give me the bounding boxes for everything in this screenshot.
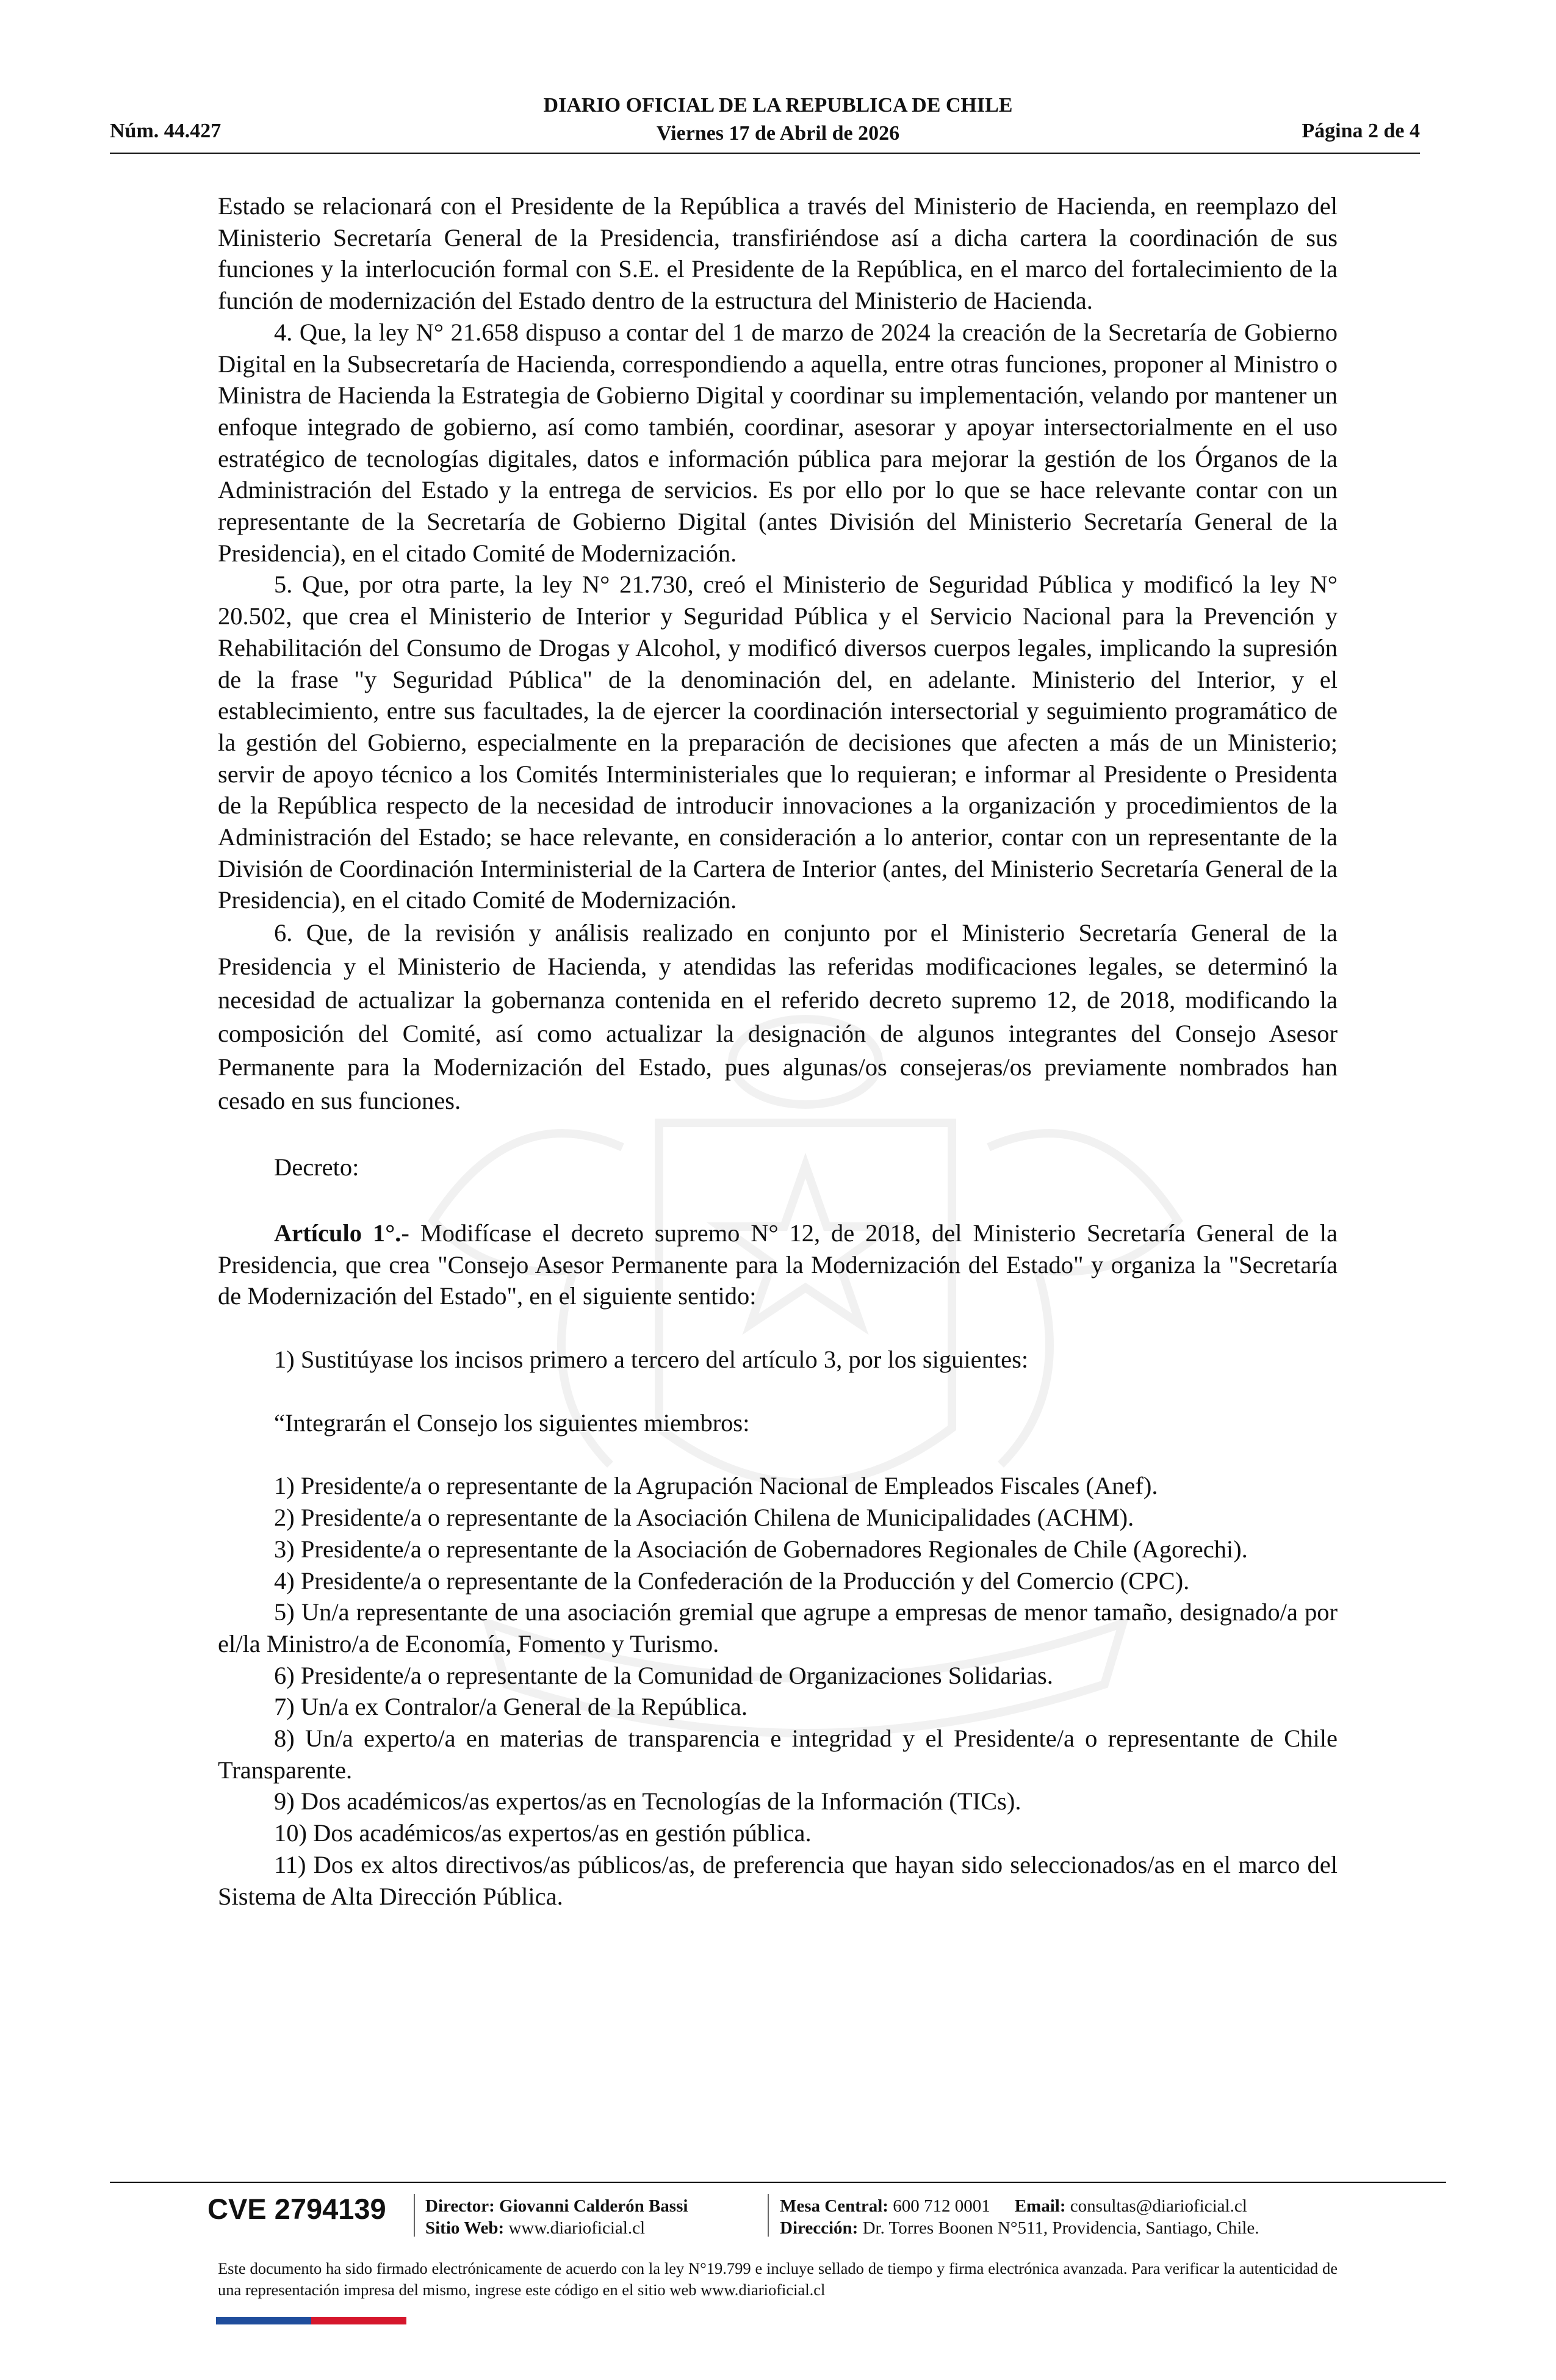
member-item: 10) Dos académicos/as expertos/as en gestión pública. (274, 1819, 812, 1847)
article-1-item-1: 1) Sustitúyase los incisos primero a tercero del artículo 3, por los siguientes: (274, 1345, 1029, 1373)
footer-separator (768, 2194, 769, 2237)
member-item: 6) Presidente/a o representante de la Comunidad de Organizaciones Solidarias. (274, 1661, 1053, 1689)
member-item: 2) Presidente/a o representante de la Asociación Chilena de Municipalidades (ACHM). (274, 1504, 1134, 1532)
member-item: 7) Un/a ex Contralor/a General de la República. (274, 1693, 747, 1721)
flag-red-segment (311, 2317, 406, 2324)
email-link[interactable]: consultas@diarioficial.cl (1070, 2196, 1247, 2216)
director-name: Giovanni Calderón Bassi (499, 2196, 688, 2216)
publication-title: DIARIO OFICIAL DE LA REPUBLICA DE CHILE (543, 94, 1013, 117)
address-value: Dr. Torres Boonen N°511, Providencia, Santiago, Chile. (862, 2218, 1259, 2238)
phone-label: Mesa Central: (780, 2196, 888, 2216)
member-item: 8) Un/a experto/a en materias de transparencia e integridad y el Presidente/a o representante de Chile Transparente. (218, 1725, 1338, 1784)
member-item: 9) Dos académicos/as expertos/as en Tecnologías de la Información (TICs). (274, 1787, 1021, 1816)
page-indicator: Página 2 de 4 (1302, 120, 1420, 142)
quote-intro: “Integrarán el Consejo los siguientes miembros: (274, 1408, 750, 1437)
issue-number: Núm. 44.427 (110, 120, 222, 142)
member-item: 4) Presidente/a o representante de la Confederación de la Producción y del Comercio (CPC). (274, 1567, 1190, 1595)
phone-value: 600 712 0001 (893, 2196, 990, 2216)
member-item: 11) Dos ex altos directivos/as públicos/as, de preferencia que hayan sido seleccionados/as en el marco del Sistema de Alta Dirección Pública. (218, 1850, 1338, 1910)
footer-divider (110, 2182, 1446, 2183)
member-item: 3) Presidente/a o representante de la Asociación de Gobernadores Regionales de Chile (Agorechi). (274, 1535, 1248, 1563)
footer-director-block (425, 2195, 688, 2239)
site-link[interactable]: www.diarioficial.cl (508, 2218, 646, 2238)
member-item: 1) Presidente/a o representante de la Agrupación Nacional de Empleados Fiscales (Anef). (274, 1472, 1158, 1500)
flag-stripe (216, 2317, 406, 2324)
member-item: 5) Un/a representante de una asociación gremial que agrupe a empresas de menor tamaño, designado/a por el/la Ministro/a de Economía, Fomento y Turismo. (218, 1598, 1338, 1657)
paragraph-4: 4. Que, la ley N° 21.658 dispuso a contar del 1 de marzo de 2024 la creación de la Secretaría de Gobierno Digital en la Subsecretaría de Hacienda, correspondiendo a aquella, entre otras funciones, proponer al Ministro o Ministra de Hacienda la Estrategia de Gobierno Digital y coordinar su implementación, velando por mantener un enfoque integrado de gobierno, así como también, coordinar, asesorar y apoyar intersectorialmente en el uso estratégico de tecnologías digitales, datos e información pública para mejorar la gestión de los Órganos de la Administración del Estado y la entrega de servicios. Es por ello por lo que se hace relevante contar con un representante de la Secretaría de Gobierno Digital (antes División del Ministerio Secretaría General de la Presidencia), en el citado Comité de Modernización. (218, 318, 1338, 567)
header-divider (110, 153, 1420, 154)
article-1 (218, 1217, 1338, 1312)
article-1-heading: Artículo 1°.- (274, 1219, 409, 1247)
paragraph-5: 5. Que, por otra parte, la ley N° 21.730, creó el Ministerio de Seguridad Pública y modificó la ley N° 20.502, que crea el Ministerio de Interior y Seguridad Pública y el Servicio Nacional para la Prevención y Rehabilitación del Consumo de Drogas y Alcohol, y modificó diversos cuerpos legales, implicando la supresión de la frase "y Seguridad Pública" de la denominación del, en adelante. Ministerio del Interior, y el establecimiento, entre sus facultades, la de ejercer la coordinación intersectorial y seguimiento programático de la gestión del Gobierno, especialmente en la preparación de decisiones que afecten a más de un Ministerio; servir de apoyo técnico a los Comités Interministeriales que lo requieran; e informar al Presidente o Presidenta de la República respecto de la necesidad de introducir innovaciones a la organización y procedimientos de la Administración del Estado; se hace relevante, en consideración a lo anterior, contar con un representante de la División de Coordinación Interministerial de la Cartera de Interior (antes, del Ministerio Secretaría General de la Presidencia), en el citado Comité de Modernización. (218, 571, 1338, 914)
paragraph-6: 6. Que, de la revisión y análisis realizado en conjunto por el Ministerio Secretaría General de la Presidencia y el Ministerio de Hacienda, y atendidas las referidas modificaciones legales, se determinó la necesidad de actualizar la gobernanza contenida en el referido decreto supremo 12, de 2018, modificando la composición del Comité, así como actualizar la designación de algunos integrantes del Consejo Asesor Permanente para la Modernización del Estado, pues algunas/os consejeras/os previamente nombrados han cesado en sus funciones. (218, 919, 1338, 1115)
address-label: Dirección: (780, 2218, 859, 2238)
site-label: Sitio Web: (425, 2218, 505, 2238)
flag-blue-segment (216, 2317, 311, 2324)
cve-code: CVE 2794139 (207, 2193, 386, 2225)
article-1-text: Modifícase el decreto supremo N° 12, de 2018, del Ministerio Secretaría General de la Presidencia, que crea "Consejo Asesor Permanente para la Modernización del Estado" y organiza la "Secretaría de Modernización del Estado", en el siguiente sentido: (218, 1219, 1338, 1310)
paragraph-continuation: Estado se relacionará con el Presidente de la República a través del Ministerio de Hacienda, en reemplazo del Ministerio Secretaría General de la Presidencia, transfiriéndose así a dicha cartera la coordinación de sus funciones y la interlocución formal con S.E. el Presidente de la República, en el marco del fortalecimiento de la función de modernización del Estado dentro de la estructura del Ministerio de Hacienda. (218, 192, 1338, 315)
signature-notice: Este documento ha sido firmado electrónicamente de acuerdo con la ley N°19.799 e incluye sellado de tiempo y firma electrónica avanzada. Para verificar la autenticidad de una representación impresa del mismo, ingrese este código en el sitio web www.diarioficial.cl (218, 2259, 1338, 2299)
document-body (218, 190, 1338, 1912)
decreto-heading: Decreto: (274, 1153, 359, 1181)
footer-contact-block (780, 2195, 1259, 2239)
email-label: Email: (1014, 2196, 1066, 2216)
director-label: Director: (425, 2196, 495, 2216)
publication-date: Viernes 17 de Abril de 2026 (656, 122, 900, 145)
footer-separator (414, 2194, 415, 2237)
